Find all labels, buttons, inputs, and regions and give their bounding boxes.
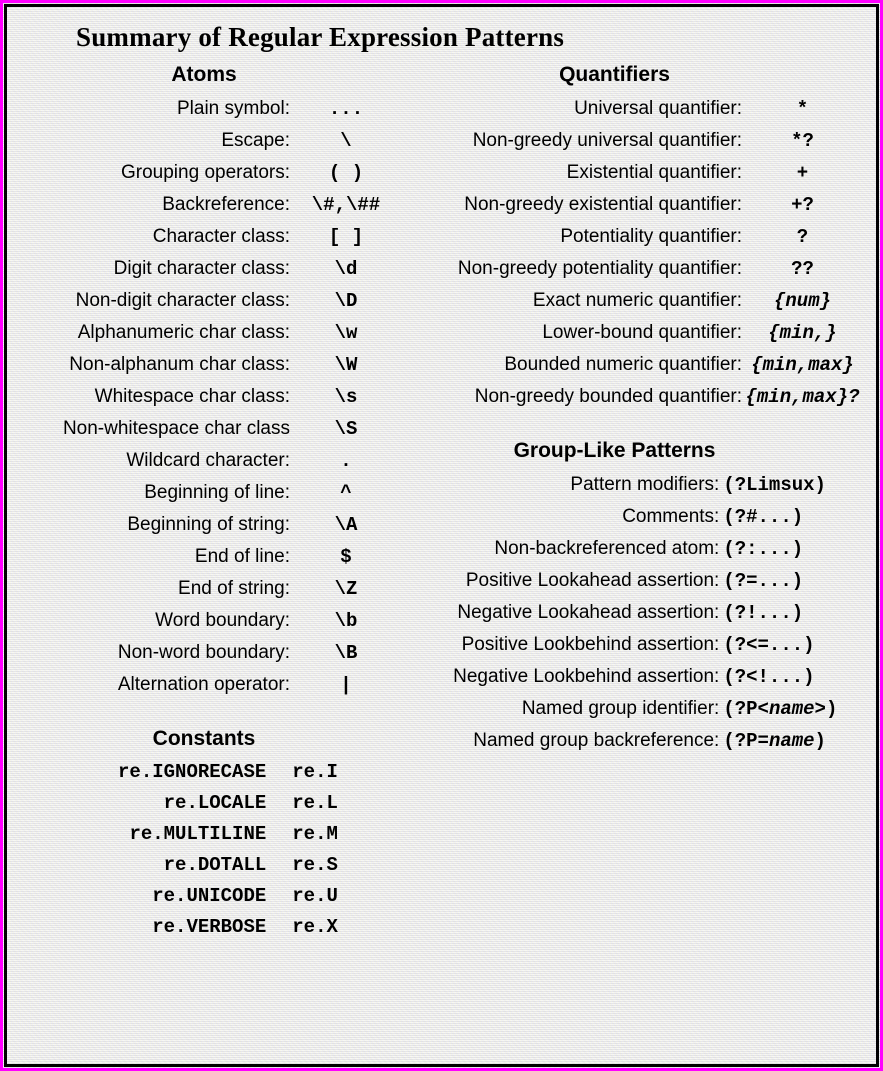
- row-label: re.VERBOSE: [152, 916, 267, 938]
- row-value: \W: [334, 354, 358, 376]
- row-label: Non-backreferenced atom:: [494, 538, 720, 559]
- table-row: [402, 349, 863, 381]
- table-row: [20, 285, 402, 317]
- table-row: [402, 661, 863, 693]
- table-row: [20, 757, 402, 788]
- row-label: Whitespace char class:: [94, 386, 290, 407]
- row-label: Named group identifier:: [521, 698, 720, 719]
- table-row: [402, 725, 863, 757]
- table-row: [20, 381, 402, 413]
- table-row: [402, 381, 863, 413]
- table-row: [20, 509, 402, 541]
- row-label: Non-alphanum char class:: [69, 354, 290, 375]
- table-row: [402, 285, 863, 317]
- group-like-table: [402, 469, 863, 757]
- row-label: End of line:: [194, 546, 290, 567]
- section-heading-group-like: Group-Like Patterns: [513, 439, 716, 462]
- row-value: ?: [796, 226, 809, 248]
- table-row: [20, 637, 402, 669]
- row-value: ??: [791, 258, 814, 280]
- table-row: [402, 317, 863, 349]
- row-value: re.U: [292, 885, 338, 907]
- table-row: [20, 125, 402, 157]
- row-label: Wildcard character:: [126, 450, 290, 471]
- row-value: +: [796, 162, 809, 184]
- table-row: [20, 349, 402, 381]
- row-value: {min,}: [768, 322, 837, 344]
- table-row: [20, 541, 402, 573]
- atoms-table-body: [20, 93, 402, 701]
- table-row: [402, 253, 863, 285]
- table-row: [402, 157, 863, 189]
- row-label: Potentiality quantifier:: [560, 226, 742, 247]
- table-row: [402, 501, 863, 533]
- row-value: (?#...): [723, 506, 804, 528]
- row-label: Negative Lookahead assertion:: [457, 602, 720, 623]
- row-value: |: [340, 674, 352, 696]
- row-label: Non-greedy bounded quantifier:: [474, 386, 742, 407]
- row-value: $: [340, 546, 352, 568]
- row-value: \: [340, 130, 352, 152]
- row-label: Character class:: [152, 226, 290, 247]
- row-value: \Z: [334, 578, 358, 600]
- row-label: Positive Lookbehind assertion:: [461, 634, 720, 655]
- quantifiers-table-body: [402, 93, 863, 413]
- row-label: Non-greedy existential quantifier:: [464, 194, 742, 215]
- table-row: [20, 93, 402, 125]
- table-row: [402, 189, 863, 221]
- row-label: Plain symbol:: [177, 98, 290, 119]
- row-value: \A: [334, 514, 358, 536]
- row-label: re.IGNORECASE: [118, 761, 267, 783]
- row-label: Lower-bound quantifier:: [542, 322, 742, 343]
- section-atoms: [20, 63, 402, 701]
- row-label: Named group backreference:: [473, 730, 720, 751]
- table-row: [20, 669, 402, 701]
- row-value: \w: [334, 322, 358, 344]
- row-value: \b: [334, 610, 358, 632]
- row-value: ...: [328, 98, 364, 120]
- row-value: \S: [334, 418, 358, 440]
- row-value: {min,max}: [751, 354, 854, 376]
- row-value: re.I: [292, 761, 338, 783]
- section-group-like-patterns: [402, 439, 863, 757]
- row-value: \B: [334, 642, 358, 664]
- row-value: (?<!...): [723, 666, 815, 688]
- row-label: re.DOTALL: [163, 854, 267, 876]
- row-label: Grouping operators:: [121, 162, 290, 183]
- row-label: Existential quantifier:: [566, 162, 742, 183]
- table-row: [402, 93, 863, 125]
- row-label: Comments:: [622, 506, 720, 527]
- row-value: .: [340, 450, 352, 472]
- row-label: Backreference:: [162, 194, 290, 215]
- table-row: [20, 912, 402, 943]
- row-label: Non-word boundary:: [117, 642, 290, 663]
- row-value: [ ]: [328, 226, 364, 248]
- table-row: [20, 788, 402, 819]
- row-label: Escape:: [221, 130, 290, 151]
- table-row: [402, 469, 863, 501]
- row-label: Exact numeric quantifier:: [532, 290, 742, 311]
- table-row: [402, 629, 863, 661]
- table-row: [402, 565, 863, 597]
- row-label: Non-digit character class:: [75, 290, 290, 311]
- table-row: [402, 597, 863, 629]
- row-value: (?!...): [723, 602, 804, 624]
- row-value: {num}: [773, 290, 831, 312]
- section-quantifiers: [402, 63, 863, 413]
- row-value: ( ): [328, 162, 364, 184]
- row-value: +?: [791, 194, 814, 216]
- row-value: (?<=...): [723, 634, 815, 656]
- quantifiers-table: [402, 93, 863, 413]
- row-label: Beginning of string:: [127, 514, 290, 535]
- table-row: [402, 125, 863, 157]
- atoms-table: [20, 93, 402, 701]
- row-label: Alternation operator:: [117, 674, 290, 695]
- page-title: Summary of Regular Expression Patterns: [76, 22, 565, 52]
- row-value: re.S: [292, 854, 338, 876]
- table-row: [20, 605, 402, 637]
- right-column: [402, 63, 863, 757]
- row-label: Negative Lookbehind assertion:: [453, 666, 720, 687]
- row-label: Bounded numeric quantifier:: [504, 354, 742, 375]
- row-label: Universal quantifier:: [574, 98, 742, 119]
- section-heading-quantifiers: Quantifiers: [559, 63, 670, 86]
- row-value: (?P=name): [723, 730, 826, 752]
- table-row: [402, 693, 863, 725]
- table-row: [20, 157, 402, 189]
- table-row: [20, 819, 402, 850]
- section-heading-atoms: Atoms: [171, 63, 237, 86]
- card-content: [8, 8, 875, 1063]
- left-column: [20, 63, 402, 943]
- constants-table: [20, 757, 402, 943]
- row-label: Alphanumeric char class:: [77, 322, 290, 343]
- table-row: [20, 573, 402, 605]
- row-label: Non-whitespace char class: [62, 418, 290, 439]
- row-label: End of string:: [178, 578, 290, 599]
- group-like-table-body: [402, 469, 863, 757]
- table-row: [20, 881, 402, 912]
- table-row: [20, 850, 402, 881]
- section-constants: [20, 727, 402, 943]
- table-row: [20, 477, 402, 509]
- row-value: (?=...): [723, 570, 804, 592]
- table-row: [20, 189, 402, 221]
- row-value: *: [796, 98, 809, 120]
- row-value: \d: [334, 258, 358, 280]
- row-label: Beginning of line:: [144, 482, 290, 503]
- two-column-layout: [20, 63, 863, 943]
- table-row: [402, 221, 863, 253]
- row-label: Word boundary:: [155, 610, 290, 631]
- table-row: [20, 413, 402, 445]
- row-label: Digit character class:: [113, 258, 290, 279]
- table-row: [20, 221, 402, 253]
- table-row: [402, 533, 863, 565]
- row-label: Positive Lookahead assertion:: [465, 570, 720, 591]
- row-label: re.UNICODE: [152, 885, 267, 907]
- row-value: re.X: [292, 916, 338, 938]
- row-value: re.L: [292, 792, 338, 814]
- row-value: \s: [334, 386, 358, 408]
- table-row: [20, 445, 402, 477]
- row-value: \#,\##: [311, 194, 381, 216]
- row-value: (?P<name>): [723, 698, 838, 720]
- row-value: *?: [791, 130, 814, 152]
- row-label: Non-greedy potentiality quantifier:: [457, 258, 742, 279]
- row-value: re.M: [292, 823, 338, 845]
- row-label: re.LOCALE: [163, 792, 267, 814]
- row-value: (?Limsux): [723, 474, 826, 496]
- constants-table-body: [20, 757, 402, 943]
- section-heading-constants: Constants: [152, 727, 256, 750]
- row-value: ^: [340, 482, 352, 504]
- row-label: Pattern modifiers:: [570, 474, 720, 495]
- row-value: \D: [334, 290, 358, 312]
- row-label: Non-greedy universal quantifier:: [472, 130, 742, 151]
- table-row: [20, 317, 402, 349]
- row-value: (?:...): [723, 538, 804, 560]
- row-value: {min,max}?: [745, 386, 860, 408]
- table-row: [20, 253, 402, 285]
- row-label: re.MULTILINE: [129, 823, 267, 845]
